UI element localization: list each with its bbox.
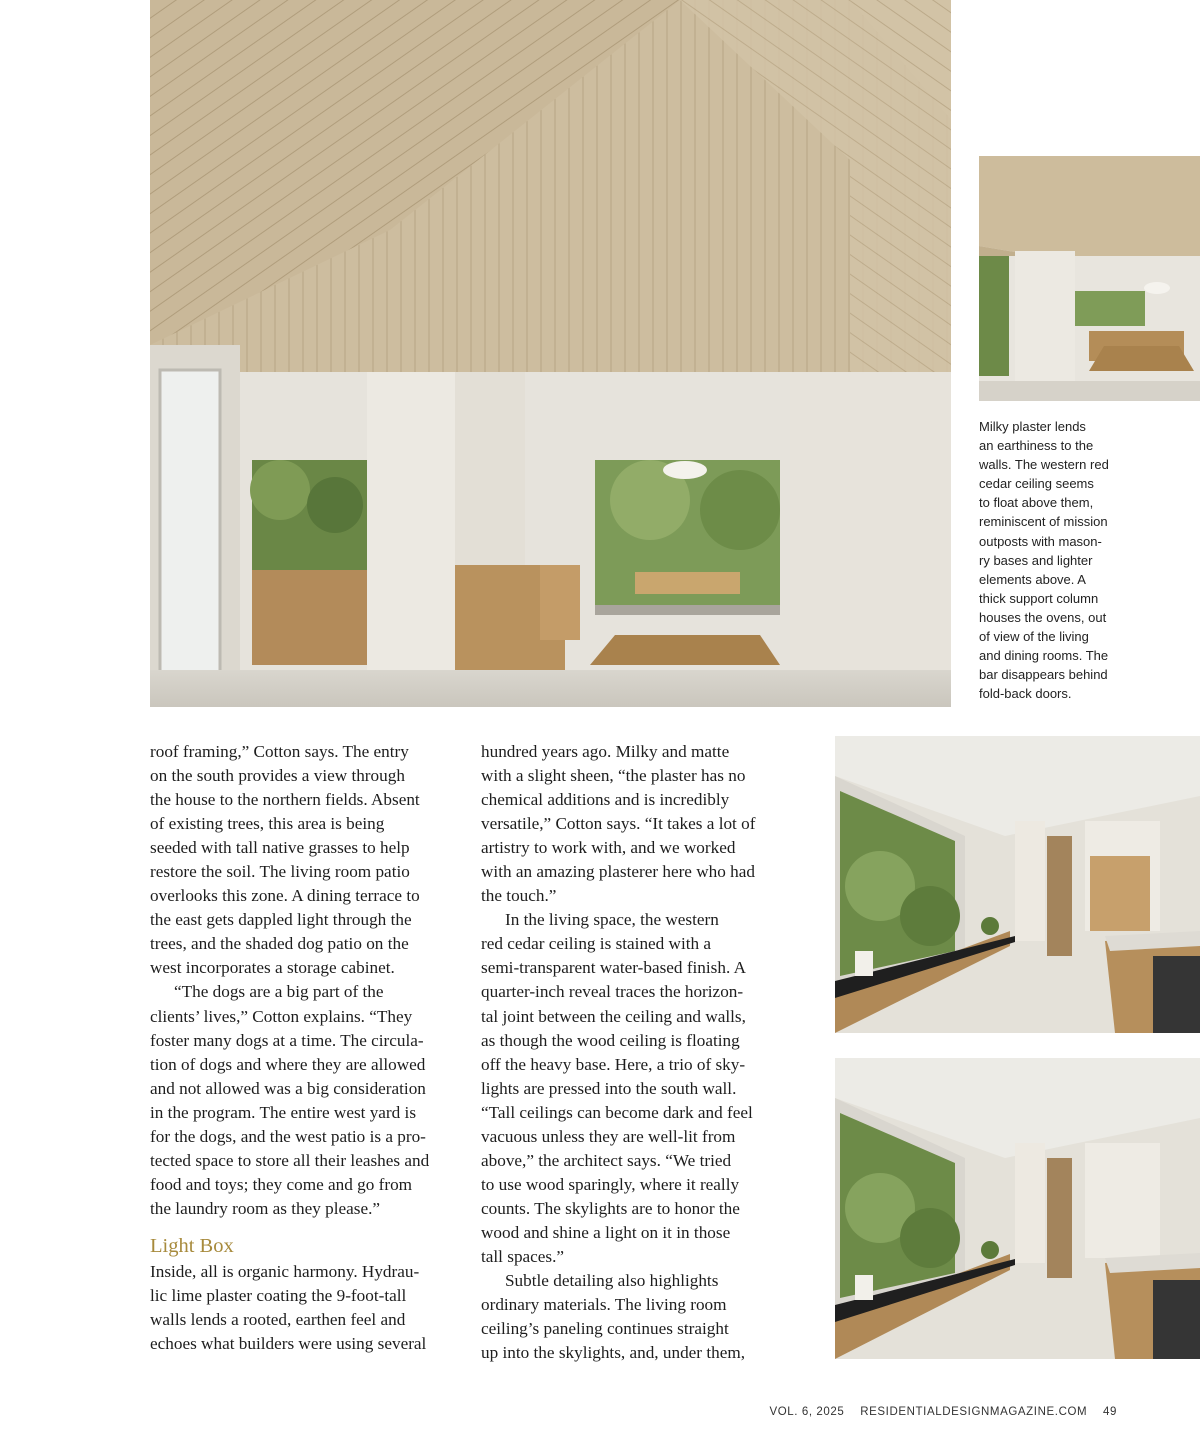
text-line: In the living space, the western — [505, 910, 719, 930]
text-line: tall spaces.” — [481, 1246, 565, 1266]
text-line: to use wood sparingly, where it really — [481, 1174, 740, 1194]
text-line: “Tall ceilings can become dark and feel — [481, 1102, 753, 1122]
kitchen-photo-bottom — [835, 1058, 1200, 1359]
text-line: food and toys; they come and go from — [150, 1174, 413, 1194]
text-line: quarter-inch reveal traces the horizon- — [481, 982, 744, 1002]
text-line: overlooks this zone. A dining terrace to — [150, 886, 420, 906]
text-line: trees, and the shaded dog patio on the — [150, 934, 409, 954]
text-line: for the dogs, and the west patio is a pro- — [150, 1126, 426, 1146]
text-line: semi-transparent water-based finish. A — [481, 958, 747, 978]
caption-line: cedar ceiling seems — [979, 476, 1094, 492]
paragraph — [481, 908, 793, 1269]
text-line: roof framing,” Cotton says. The entry — [150, 742, 409, 761]
text-line: red cedar ceiling is stained with a — [481, 934, 712, 954]
text-line: “The dogs are a big part of the — [174, 982, 384, 1002]
paragraph — [481, 740, 793, 908]
text-line: ordinary materials. The living room — [481, 1295, 727, 1315]
text-line: lights are pressed into the south wall. — [481, 1078, 737, 1098]
page-footer — [757, 1406, 1117, 1418]
text-line: of existing trees, this area is being — [150, 814, 385, 834]
volume-label: VOL. 6, 2025 — [769, 1406, 845, 1418]
paragraph — [481, 1269, 793, 1365]
text-line: clients’ lives,” Cotton explains. “They — [150, 1006, 413, 1026]
text-line: chemical additions and is incredibly — [481, 790, 730, 810]
caption-line: to float above them, — [979, 495, 1094, 511]
caption-line: thick support column — [979, 590, 1099, 606]
article-column-2 — [481, 740, 793, 1365]
text-line: versatile,” Cotton says. “It takes a lot of — [481, 814, 756, 834]
section-heading: Light Box — [150, 1234, 234, 1257]
text-line: tion of dogs and where they are allowed — [150, 1054, 426, 1074]
paragraph — [150, 1260, 460, 1356]
paragraph — [150, 740, 460, 980]
text-line: seeded with tall native grasses to help — [150, 838, 410, 858]
text-line: west incorporates a storage cabinet. — [150, 958, 395, 978]
text-line: in the program. The entire west yard is — [150, 1102, 417, 1122]
caption-line: Milky plaster lends — [979, 419, 1086, 434]
text-line: above,” the architect says. “We tried — [481, 1150, 732, 1170]
caption-line: elements above. A — [979, 571, 1086, 587]
kitchen-photo-top — [835, 736, 1200, 1033]
photo-caption — [979, 417, 1125, 703]
text-line: lic lime plaster coating the 9-foot-tall — [150, 1285, 407, 1305]
text-line: ceiling’s paneling continues straight — [481, 1319, 729, 1339]
text-line: and not allowed was a big consideration — [150, 1078, 426, 1098]
text-line: on the south provides a view through — [150, 766, 405, 786]
text-line: the east gets dappled light through the — [150, 910, 412, 930]
text-line: up into the skylights, and, under them, — [481, 1343, 745, 1363]
text-line: tal joint between the ceiling and walls, — [481, 1006, 746, 1026]
text-line: wood and shine a light on it in those — [481, 1222, 731, 1242]
text-line: as though the wood ceiling is floating — [481, 1030, 740, 1050]
text-line: walls lends a rooted, earthen feel and — [150, 1310, 406, 1330]
text-line: echoes what builders were using several — [150, 1334, 427, 1354]
text-line: the touch.” — [481, 886, 557, 906]
text-line: foster many dogs at a time. The circula- — [150, 1030, 424, 1050]
text-line: Inside, all is organic harmony. Hydrau- — [150, 1261, 420, 1281]
website-link[interactable]: RESIDENTIALDESIGNMAGAZINE.COM — [860, 1406, 1088, 1418]
caption-line: an earthiness to the — [979, 438, 1094, 454]
paragraph — [150, 980, 460, 1220]
text-line: off the heavy base. Here, a trio of sky- — [481, 1054, 746, 1074]
text-line: artistry to work with, and we worked — [481, 838, 736, 858]
text-line: counts. The skylights are to honor the — [481, 1198, 740, 1218]
hero-photo — [150, 0, 951, 707]
text-line: the laundry room as they please.” — [150, 1198, 381, 1218]
caption-line: ry bases and lighter — [979, 552, 1093, 568]
article-column-1 — [150, 740, 460, 1356]
caption-line: fold-back doors. — [979, 686, 1072, 702]
caption-line: houses the ovens, out — [979, 609, 1107, 625]
caption-line: walls. The western red — [979, 457, 1109, 473]
caption-line: bar disappears behind — [979, 667, 1108, 683]
caption-line: outposts with mason- — [979, 533, 1102, 549]
text-line: the house to the northern fields. Absent — [150, 790, 420, 810]
caption-line: of view of the living — [979, 629, 1089, 645]
page-number: 49 — [1103, 1406, 1117, 1418]
text-line: hundred years ago. Milky and matte — [481, 742, 730, 761]
side-photo — [979, 156, 1200, 401]
text-line: with an amazing plasterer here who had — [481, 862, 755, 882]
caption-line: and dining rooms. The — [979, 648, 1109, 664]
text-line: with a slight sheen, “the plaster has no — [481, 766, 746, 786]
text-line: tected space to store all their leashes and — [150, 1150, 430, 1170]
text-line: restore the soil. The living room patio — [150, 862, 410, 882]
caption-line: reminiscent of mission — [979, 514, 1108, 530]
text-line: Subtle detailing also highlights — [505, 1271, 719, 1291]
text-line: vacuous unless they are well-lit from — [481, 1126, 736, 1146]
